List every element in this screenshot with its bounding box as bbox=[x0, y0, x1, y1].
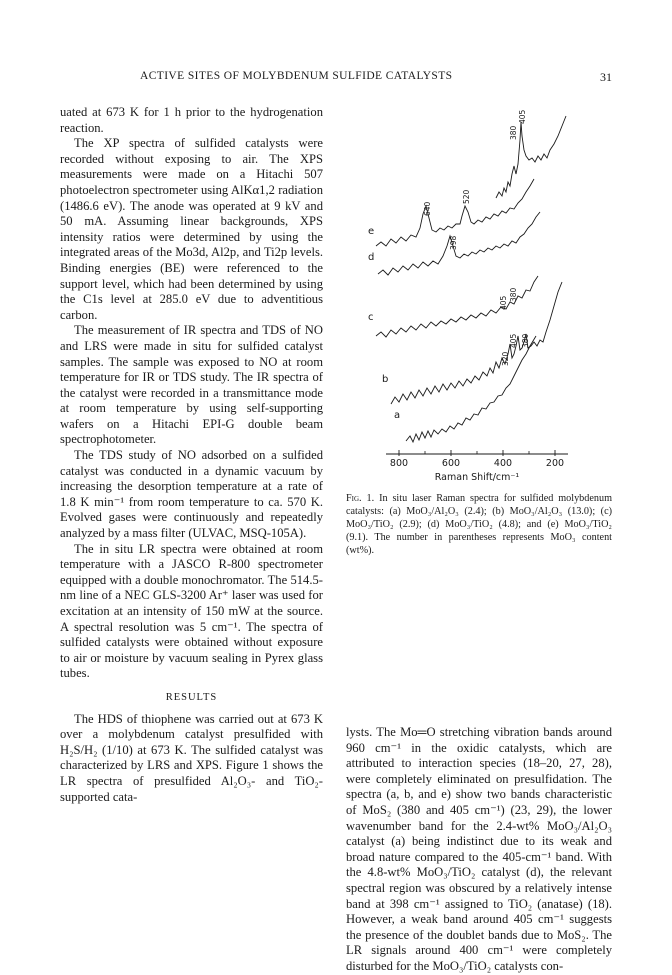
x-tick-label: 800 bbox=[389, 458, 409, 469]
paragraph: The XP spectra of sulfided catalysts were recorded without exposing to air. The XPS measurements were made on a Hitachi 507 photoelectron spectrometer using AlKα1,2 radiation (1486.6 eV). The anode was operated at 9 kV and 50 mA. Assuming linear backgrounds, XPS intensity ratios were determined by using the integrated areas of the Mo3d, Al2p, and Ti2p levels. Binding energies (BE) were referenced to the support level, which had been determined by using the C1s level at 285.0 eV due to adventitious carbon. bbox=[60, 136, 323, 322]
spectrum-b bbox=[391, 282, 562, 404]
spectrum-c bbox=[376, 276, 538, 337]
peak-label: 405 bbox=[509, 333, 518, 348]
x-tick-label: 400 bbox=[493, 458, 513, 469]
x-axis-label: Raman Shift/cm⁻¹ bbox=[434, 472, 520, 483]
peak-label: 405 bbox=[499, 295, 508, 310]
paragraph: uated at 673 K for 1 h prior to the hydrogenation reaction. bbox=[60, 105, 323, 135]
raman-figure bbox=[346, 96, 612, 483]
peak-label: 520 bbox=[462, 189, 471, 204]
spectrum-label-e: e bbox=[368, 226, 375, 237]
peak-label: 380 bbox=[521, 333, 530, 348]
paragraph: The HDS of thiophene was carried out at 673 K over a molybdenum catalyst presulfided with H₂S/H₂ (1/10) at 673 K. The sulfided catalyst was characterized by LRS and XPS. Figure 1 shows the LR spectra of presulfided Al₂O₃- and TiO₂-supported cata- bbox=[60, 711, 323, 804]
spectrum-label-c: c bbox=[368, 312, 374, 323]
right-column bbox=[346, 725, 612, 975]
spectrum-label-a: a bbox=[394, 410, 401, 421]
page-header bbox=[60, 70, 612, 86]
paragraph: lysts. The Mo═O stretching vibration bands around 960 cm⁻¹ in the oxidic catalysts, which are attributed to interaction species (18–20, 27, 28), were completely eliminated on presulfidation. The spectra (a, b, and e) show two bands characteristic of MoS₂ (380 and 405 cm⁻¹) (23, 29), the lower wavenumber band for the 2.4-wt% MoO₃/Al₂O₃ catalyst (a) being indistinct due to its weak and broad nature compared to the 405-cm⁻¹ band. With the 4.8-wt% MoO₃/TiO₂ catalyst (d), the relevant spectral region was obscured by a relatively intense band at 398 cm⁻¹ assigned to TiO₂ (anatase) (18). However, a weak band around 405 cm⁻¹ suggests the presence of the doublet bands due to MoS₂. The LR signals around 400 cm⁻¹ were completely disturbed for the MoO₃/TiO₂ catalysts con- bbox=[346, 725, 612, 973]
peak-label: 640 bbox=[423, 201, 432, 216]
peak-label: 405 bbox=[518, 109, 527, 124]
figure-caption bbox=[346, 492, 612, 557]
x-axis bbox=[386, 450, 568, 469]
peak-label: 398 bbox=[449, 235, 458, 250]
paragraph: The measurement of IR spectra and TDS of NO and LRS were made in situ for sulfided catalyst samples. The sample was exposed to NO at room temperature for IR or TDS study. The IR spectra of the catalyst were recorded in a transmittance mode at room temperature by using self-supporting wafers on a Hitachi EPI-G double beam spectrophotometer. bbox=[60, 323, 323, 447]
x-tick-label: 600 bbox=[441, 458, 461, 469]
spectrum-label-d: d bbox=[368, 252, 375, 263]
spectrum-d bbox=[378, 212, 540, 275]
caption-text: In situ laser Raman spectra for sulfided molybdenum catalysts: (a) MoO₃/Al₂O₃ (2.4); (b) MoO₃/Al₂O₃ (13.0); (c) MoO₃/TiO₂ (2.9); (d) MoO₃/TiO₂ (4.8); and (e) MoO₃/TiO₂ (9.1). The number in parentheses represents MoO₃ content (wt%). bbox=[346, 493, 612, 556]
spectrum-a bbox=[406, 336, 536, 442]
x-tick-label: 200 bbox=[545, 458, 565, 469]
spectrum-label-b: b bbox=[382, 374, 389, 385]
running-head: ACTIVE SITES OF MOLYBDENUM SULFIDE CATALYSTS bbox=[140, 70, 453, 82]
paragraph: The in situ LR spectra were obtained at room temperature with a JASCO R-800 spectrometer equipped with a double monochromator. The 514.5-nm line of a NEC GLS-3200 Ar⁺ laser was used for excitation at an intensity of 150 mW at the source. A spectral resolution was 5 cm⁻¹. The spectra of sulfided catalysts were obtained without exposure to air or moisture by vacuum sealing in Pyrex glass tubes. bbox=[60, 541, 323, 681]
peak-label: 320 bbox=[501, 351, 510, 366]
peak-label: 380 bbox=[509, 125, 518, 140]
spectrum-top bbox=[496, 116, 566, 198]
section-title: RESULTS bbox=[165, 691, 218, 703]
caption-label: Fig. 1. bbox=[346, 493, 375, 504]
page-number: 31 bbox=[600, 70, 612, 84]
paragraph: The TDS study of NO adsorbed on a sulfided catalyst was conducted in a dynamic vacuum by increasing the desorption temperature at a rate of 1.8 K min⁻¹ from room temperature to ca. 570 K. Evolved gases were continuously and repeatedly analyzed by a mass filter (ULVAC, MSQ-105A). bbox=[60, 448, 323, 541]
raman-spectra-plot bbox=[346, 96, 612, 483]
left-column bbox=[60, 105, 323, 805]
peak-label: 380 bbox=[509, 287, 518, 302]
